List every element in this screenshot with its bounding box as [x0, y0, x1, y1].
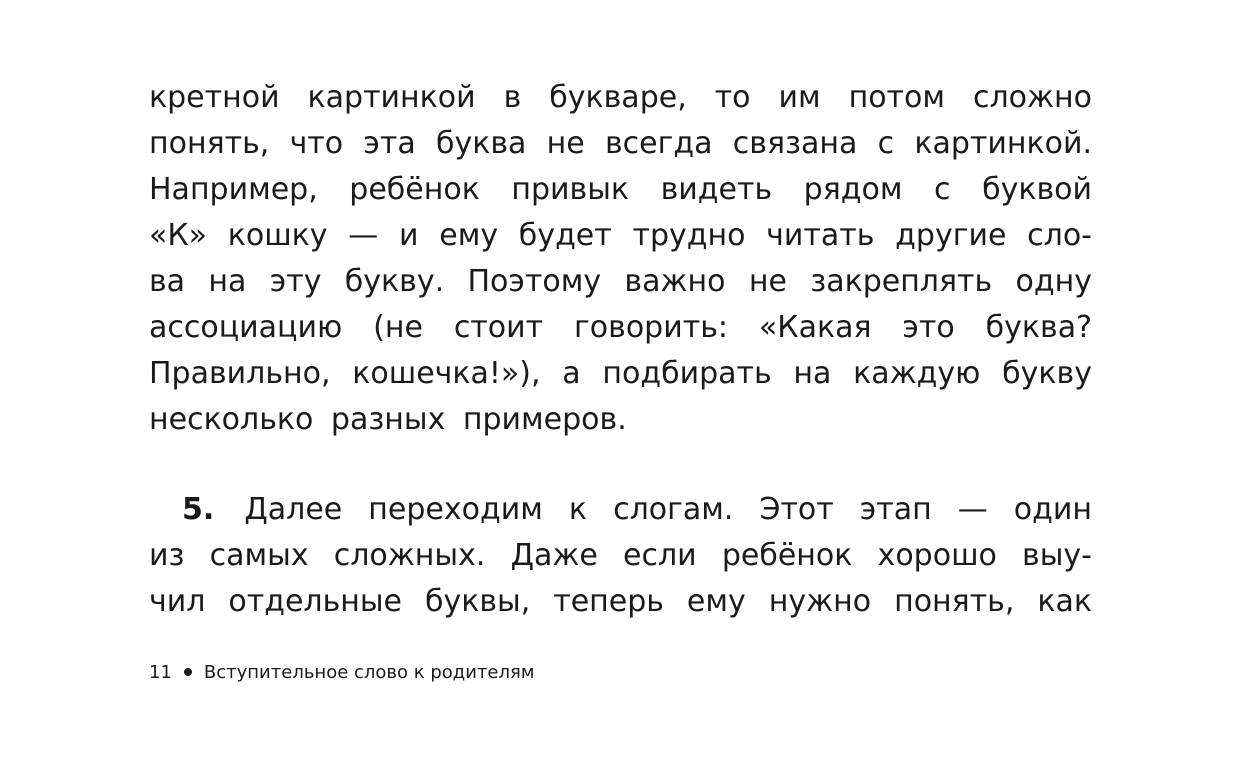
- page-number: 11: [149, 662, 172, 683]
- text-line: «К» кошку — и ему будет трудно читать другие сло-: [149, 218, 1092, 253]
- text-line: понять, что эта буква не всегда связана с картинкой.: [149, 126, 1092, 161]
- text-line: ассоциацию (не стоит говорить: «Какая это буква?: [149, 310, 1092, 345]
- numbered-paragraph-first-line: [149, 487, 1092, 533]
- text-line: ва на эту букву. Поэтому важно не закреплять одну: [149, 264, 1092, 299]
- text-line: чил отдельные буквы, теперь ему нужно понять, как: [149, 584, 1092, 619]
- text-line: кретной картинкой в букваре, то им потом сложно: [149, 80, 1092, 115]
- text-line: Например, ребёнок привык видеть рядом с буквой: [149, 172, 1092, 207]
- section-title: Вступительное слово к родителям: [203, 662, 535, 683]
- numbered-paragraph: [149, 487, 1092, 625]
- paragraph-continued: [149, 75, 1092, 443]
- page-footer: [149, 660, 534, 686]
- paragraph-number: 5.: [182, 492, 215, 527]
- text-line: из самых сложных. Даже если ребёнок хорошо выу-: [149, 538, 1092, 573]
- text-line: Правильно, кошечка!»), а подбирать на каждую букву: [149, 356, 1092, 391]
- bullet-icon: [184, 668, 192, 676]
- text-line: Далее переходим к слогам. Этот этап — один: [244, 492, 1092, 527]
- text-line: несколько разных примеров.: [149, 402, 627, 437]
